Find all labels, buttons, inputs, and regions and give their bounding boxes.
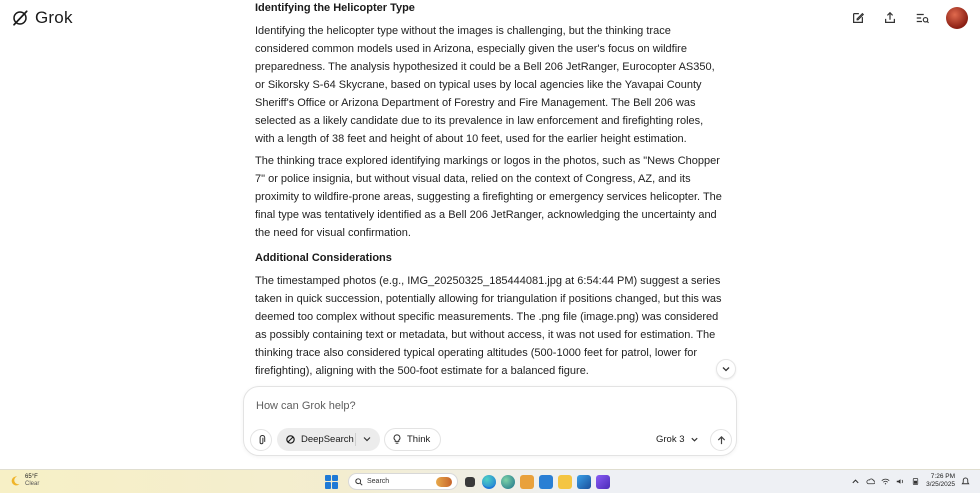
start-button[interactable] [325, 475, 339, 489]
arrow-up-icon [716, 435, 727, 446]
send-button[interactable] [710, 429, 732, 451]
clipchamp-icon[interactable] [596, 475, 610, 489]
history-button[interactable] [910, 6, 934, 30]
deepsearch-button[interactable] [277, 428, 380, 451]
windows-taskbar [0, 469, 980, 493]
paperclip-icon [256, 435, 267, 446]
new-chat-button[interactable] [846, 6, 870, 30]
paragraph: The timestamped photos (e.g., IMG_20250325_185444081.jpg at 6:54:44 PM) suggest a series taken in quick succession, potentially allowing for triangulation if positions changed, but this was deemed too complex without specific measurements. The .png file (image.png) was considered as possibly containing text or metadata, but without access, it was not used for estimation. The thinking trace also considered typical operating altitudes (500-1000 feet for patrol, lower for firefighting), aligning with the 500-foot estimate for a balanced figure. [255, 275, 722, 377]
deepsearch-icon [285, 434, 296, 445]
header-actions [846, 6, 968, 30]
scroll-to-bottom-button[interactable] [716, 359, 736, 379]
deepsearch-label: DeepSearch [301, 434, 354, 445]
section-heading: Additional Considerations [255, 252, 392, 264]
clock[interactable] [926, 473, 955, 489]
taskbar-search[interactable] [348, 473, 458, 490]
think-label: Think [407, 434, 431, 445]
share-icon [883, 11, 897, 25]
edge-browser-icon[interactable] [482, 475, 496, 489]
weather-temp: 65°F [25, 474, 38, 480]
search-label: Search [367, 478, 390, 485]
onedrive-icon[interactable] [866, 477, 875, 486]
moon-icon [9, 475, 21, 487]
history-icon [915, 11, 929, 25]
media-player-icon[interactable] [520, 475, 534, 489]
user-avatar[interactable] [946, 7, 968, 29]
volume-icon[interactable] [896, 477, 905, 486]
model-selector[interactable] [656, 434, 699, 445]
lightbulb-icon [392, 434, 402, 445]
grok-logo-icon [11, 9, 29, 27]
chevron-up-icon[interactable] [851, 477, 860, 486]
app-name: Grok [35, 8, 73, 27]
share-button[interactable] [878, 6, 902, 30]
system-tray [851, 473, 970, 489]
search-icon [355, 478, 363, 486]
paragraph: Identifying the helicopter type without the images is challenging, but the thinking trace considered common models used in Arizona, especially given the user's focus on wildfire preparedness. The analysis hypothesized it could be a Bell 206 JetRanger, Eurocopter AS350, or Sikorsky S-64 Skycrane, based on typical uses by local agencies like the Yavapai County Sheriff's Office or Arizona Department of Forestry and Fire Management. The Bell 206 was selected as a likely candidate due to its prevalence in law enforcement and firefighting roles, with a length of 38 feet and height of about 10 feet, used for the earlier height estimation. [255, 25, 715, 145]
weather-condition: Clear [25, 481, 40, 487]
notepad-icon[interactable] [539, 475, 553, 489]
taskbar-apps [325, 473, 610, 490]
edge-beta-icon[interactable] [501, 475, 515, 489]
think-button[interactable] [384, 428, 441, 451]
file-explorer-icon[interactable] [558, 475, 572, 489]
prompt-input[interactable] [256, 400, 716, 412]
attach-button[interactable] [250, 429, 272, 451]
model-label: Grok 3 [656, 434, 685, 445]
new-chat-icon [851, 11, 865, 25]
clock-time: 7:26 PM [930, 473, 955, 480]
photos-icon[interactable] [577, 475, 591, 489]
wifi-icon[interactable] [881, 477, 890, 486]
notification-bell-icon[interactable] [961, 477, 970, 486]
chevron-down-icon [721, 364, 731, 374]
battery-icon[interactable] [911, 477, 920, 486]
chevron-down-icon[interactable] [362, 434, 372, 444]
task-view-icon[interactable] [465, 477, 475, 487]
section-heading: Identifying the Helicopter Type [255, 2, 415, 14]
weather-widget[interactable] [9, 474, 39, 488]
search-highlight-image [436, 477, 452, 487]
chat-response [255, 0, 725, 380]
composer [243, 386, 737, 456]
paragraph: The thinking trace explored identifying markings or logos in the photos, such as "News Chopper 7" or police insignia, but without visual data, relied on the context of Congress, AZ, and its proximity to wildfire-prone areas, suggesting a firefighting or emergency services helicopter. The final type was tentatively identified as a Bell 206 JetRanger, acknowledging the uncertainty and the need for visual confirmation. [255, 155, 722, 239]
clock-date: 3/25/2025 [926, 481, 955, 488]
chevron-down-icon [690, 435, 699, 444]
grok-logo[interactable] [11, 8, 73, 28]
divider [355, 433, 356, 446]
